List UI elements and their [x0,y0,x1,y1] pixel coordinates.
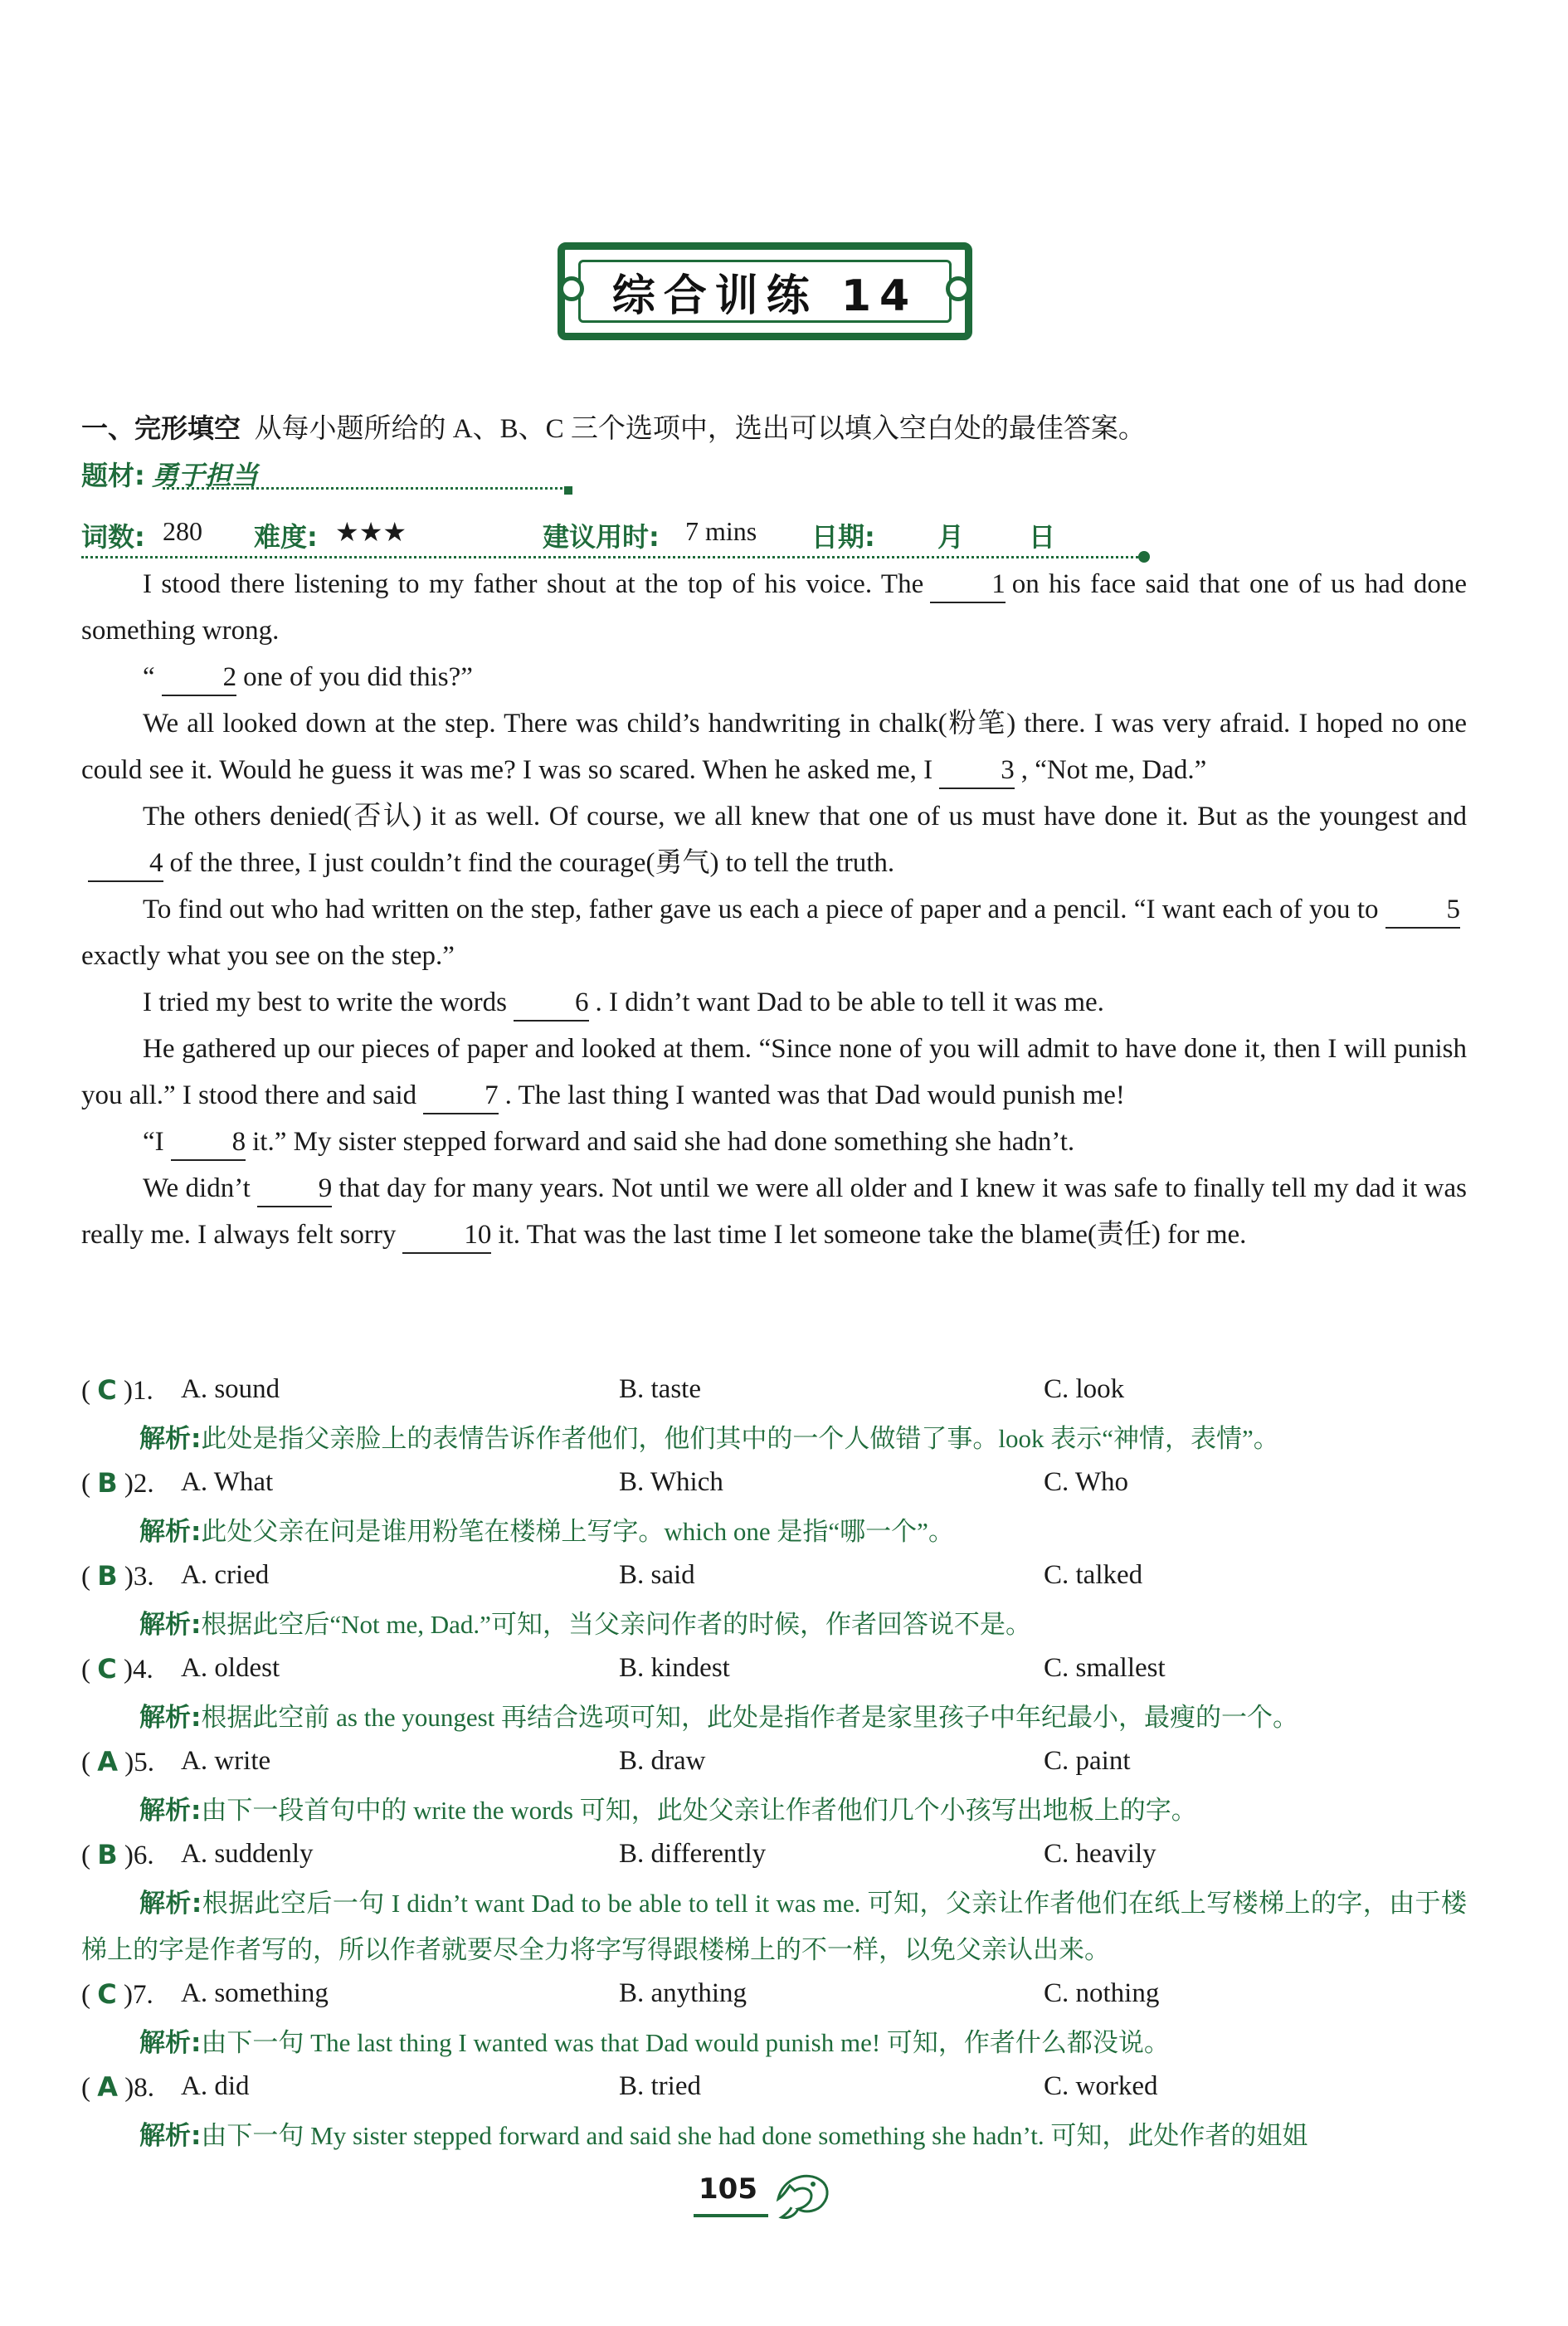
difficulty-stars: ★★★ [335,517,407,547]
question-number: 4. [132,1655,153,1685]
explanation-text: 根据此空后“Not me, Dad.”可知，当父亲问作者的时候，作者回答说不是。 [201,1610,1031,1639]
explanation-text: 此处父亲在问是谁用粉笔在楼梯上写字。which one 是指“哪一个”。 [201,1517,954,1546]
option-c: C. worked [1044,2071,1158,2101]
explanation-text: 由下一句 The last thing I wanted was that Dad would punish me! 可知，作者什么都没说。 [201,2028,1170,2057]
day-label: 日 [1029,521,1056,553]
explanation [81,1787,1467,1834]
blank-6: 6 [514,985,589,1022]
option-c: C. talked [1044,1560,1143,1590]
question-row [81,1834,1492,1880]
answer-letter: B [97,1560,118,1592]
paragraph: We all looked down at the step. There was child’s handwriting in chalk(粉笔) there. I was very afraid. I hoped no one could see it. Would he guess it was me? I was so scared. When he asked me, I 3 , “Not me, Dad.” [81,700,1467,793]
blank-4: 4 [88,846,163,882]
question-row [81,2066,1492,2113]
answer-bracket: ( B )2. [81,1467,154,1499]
paragraph: We didn’t 9 that day for many years. Not until we were all older and I knew it was safe to finally tell my dad it was really me. I always felt sorry 10 it. That was the last time I let someone take the blame(责任) for me. [81,1165,1467,1258]
answer-letter: B [97,1839,118,1870]
option-a: A. suddenly [181,1839,314,1869]
question-number: 6. [133,1841,154,1870]
option-c: C. paint [1044,1746,1131,1776]
question-number: 5. [134,1748,155,1777]
section-title: 一、完形填空 [81,412,241,444]
question-number: 3. [133,1562,154,1592]
answer-bracket: ( B )6. [81,1839,154,1870]
word-count-label: 词数: [81,521,145,553]
title-plaque [558,242,972,340]
option-c: C. nothing [1044,1978,1160,2008]
answer-bracket: ( A )5. [81,1746,155,1777]
option-c: C. Who [1044,1467,1129,1497]
question-number: 1. [132,1376,153,1406]
answer-letter: C [97,1978,117,2010]
explanation-label: 解析: [139,1424,202,1454]
explanation-label: 解析: [139,2121,202,2151]
option-a: A. something [181,1978,329,2008]
option-a: A. oldest [181,1653,280,1683]
blank-10: 10 [402,1217,491,1254]
blank-1: 1 [930,567,1006,603]
option-a: A. sound [181,1374,280,1404]
theme-label: 题材: [81,460,145,491]
title-right-knob [946,276,971,301]
word-count: 280 [163,516,202,546]
answer-bracket: ( A )8. [81,2071,155,2103]
cloze-passage [81,561,1467,1258]
paragraph: I stood there listening to my father shout at the top of his voice. The 1 on his face said that one of us had done something wrong. [81,561,1467,654]
option-c: C. heavily [1044,1839,1157,1869]
explanation [81,1602,1467,1648]
blank-2: 2 [162,660,237,696]
question-row [81,1648,1492,1695]
option-b: B. draw [619,1746,706,1776]
explanation-label: 解析: [139,1703,202,1733]
option-c: C. smallest [1044,1653,1166,1683]
blank-9: 9 [257,1171,333,1207]
option-b: B. differently [619,1839,767,1869]
option-c: C. look [1044,1374,1125,1404]
explanation-text: 根据此空前 as the youngest 再结合选项可知，此处是指作者是家里孩子中年纪最小，最瘦的一个。 [201,1703,1299,1732]
question-list [81,1369,1492,2159]
option-a: A. write [181,1746,271,1776]
option-b: B. taste [619,1374,701,1404]
explanation [81,2113,1467,2159]
question-row [81,1555,1492,1602]
option-a: A. What [181,1467,274,1497]
question-number: 7. [132,1980,153,2010]
explanation-label: 解析: [139,1796,202,1826]
question-row [81,1369,1492,1416]
page-number: 105 [699,2172,757,2206]
explanation-label: 解析: [139,1517,202,1547]
suggested-time: 7 mins [685,516,757,546]
blank-8: 8 [171,1124,246,1161]
explanation [81,1880,1467,1973]
answer-letter: A [97,2071,119,2103]
paragraph: He gathered up our pieces of paper and looked at them. “Since none of you will admit to have done it, then I will punish you all.” I stood there and said 7 . The last thing I wanted was that Dad would punish me! [81,1026,1467,1119]
month-label: 月 [937,521,965,553]
question-number: 2. [133,1469,154,1499]
answer-bracket: ( B )3. [81,1560,154,1592]
difficulty-label: 难度: [254,521,318,553]
option-b: B. Which [619,1467,723,1497]
answer-letter: A [97,1746,119,1777]
paragraph: I tried my best to write the words 6 . I didn’t want Dad to be able to tell it was me. [81,979,1467,1026]
paragraph: “ 2 one of you did this?” [81,654,1467,700]
paragraph: “I 8 it.” My sister stepped forward and said she had done something she hadn’t. [81,1119,1467,1165]
explanation-text: 此处是指父亲脸上的表情告诉作者他们，他们其中的一个人做错了事。look 表示“神情，表情”。 [201,1424,1279,1453]
explanation-text: 由下一段首句中的 write the words 可知，此处父亲让作者他们几个小孩写出地板上的字。 [201,1796,1197,1825]
option-b: B. tried [619,2071,701,2101]
question-number: 8. [134,2073,155,2103]
dolphin-logo-icon [770,2166,836,2224]
explanation [81,2020,1467,2066]
explanation [81,1509,1467,1555]
option-a: A. did [181,2071,250,2101]
blank-7: 7 [423,1078,499,1114]
blank-5: 5 [1385,892,1461,929]
option-b: B. anything [619,1978,747,2008]
answer-letter: C [97,1374,117,1406]
answer-bracket: ( C )7. [81,1978,153,2010]
meta-line [81,516,1143,558]
answer-bracket: ( C )1. [81,1374,153,1406]
question-row [81,1973,1492,2020]
answer-bracket: ( C )4. [81,1653,153,1685]
option-b: B. said [619,1560,695,1590]
date-label: 日期: [811,521,875,553]
explanation-label: 解析: [139,1889,202,1919]
answer-letter: B [97,1467,118,1499]
option-a: A. cried [181,1560,270,1590]
theme-line [81,455,562,493]
page-number-underline [694,2214,768,2217]
question-row [81,1741,1492,1787]
page-title: 综合训练 14 [611,271,918,321]
explanation [81,1416,1467,1462]
explanation [81,1695,1467,1741]
paragraph: To find out who had written on the step, father gave us each a piece of paper and a pencil. “I want each of you to 5exactly what you see on the step.” [81,886,1467,979]
explanation-label: 解析: [139,1610,202,1640]
time-label: 建议用时: [543,521,660,553]
explanation-text: 由下一句 My sister stepped forward and said she had done something she hadn’t. 可知，此处作者的姐姐 [201,2121,1308,2150]
title-left-knob [559,276,584,301]
answer-letter: C [97,1653,117,1685]
option-b: B. kindest [619,1653,730,1683]
paragraph: The others denied(否认) it as well. Of course, we all knew that one of us must have done it. But as the youngest and4 of the three, I just couldn’t find the courage(勇气) to tell the truth. [81,793,1467,886]
section-heading [81,407,1492,446]
theme-value: 勇于担当 [151,460,258,491]
explanation-label: 解析: [139,2028,202,2058]
question-row [81,1462,1492,1509]
section-instruction: 从每小题所给的 A、B、C 三个选项中，选出可以填入空白处的最佳答案。 [254,414,1146,444]
explanation-text: 根据此空后一句 I didn’t want Dad to be able to tell it was me. 可知，父亲让作者他们在纸上写楼梯上的字，由于楼梯上的字是作者写的，所以作者就要尽全力将字写得跟楼梯上的不一样，以免父亲认出来。 [81,1889,1467,1964]
blank-3: 3 [939,753,1015,789]
